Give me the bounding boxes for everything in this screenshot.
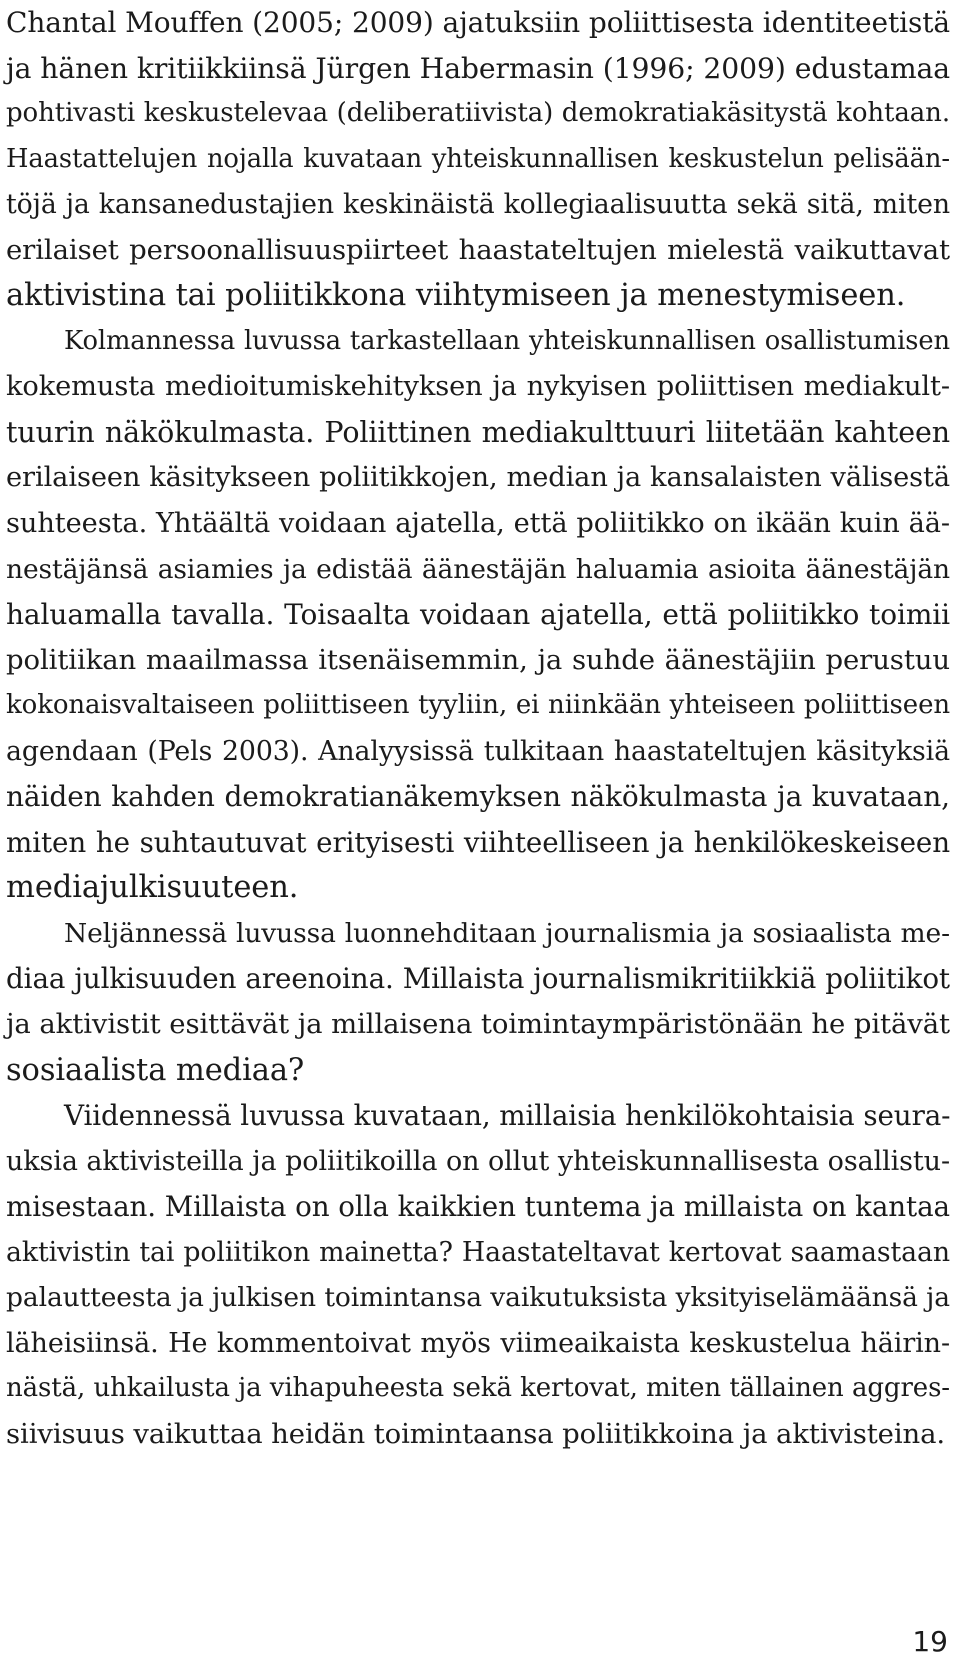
- paragraph-3: [6, 911, 950, 1093]
- text-line: näiden kahden demokratianäkemyksen näkökulmasta ja kuvataan,: [6, 780, 950, 814]
- text-line: haluamalla tavalla. Toisaalta voidaan ajatella, että poliitikko toimii: [6, 598, 950, 632]
- text-line: Kolmannessa luvussa tarkastellaan yhteiskunnallisen osallistumisen: [64, 325, 950, 356]
- text-line: diaa julkisuuden areenoina. Millaista journalismikritiikkiä poliitikot: [6, 962, 950, 996]
- text-line: tuurin näkökulmasta. Poliittinen mediakulttuuri liitetään kahteen: [6, 415, 950, 449]
- text-line: palautteesta ja julkisen toimintansa vaikutuksista yksityiselämäänsä ja: [6, 1282, 950, 1314]
- text-line: erilaiset persoonallisuuspiirteet haastateltujen mielestä vaikuttavat: [6, 233, 950, 266]
- text-line: mediajulkisuuteen.: [6, 870, 299, 906]
- paragraph-2: [6, 319, 950, 911]
- text-line: Chantal Mouffen (2005; 2009) ajatuksiin poliittisesta identiteetistä: [6, 6, 950, 39]
- text-line: Viidennessä luvussa kuvataan, millaisia henkilökohtaisia seura-: [64, 1099, 951, 1133]
- text-line: agendaan (Pels 2003). Analyysissä tulkitaan haastateltujen käsityksiä: [6, 735, 950, 767]
- paragraph-4: [6, 1093, 950, 1457]
- text-line: ja hänen kritiikkiinsä Jürgen Habermasin (1996; 2009) edustamaa: [6, 51, 950, 85]
- text-line: erilaiseen käsitykseen poliitikkojen, median ja kansalaisten välisestä: [6, 462, 950, 494]
- text-line: miten he suhtautuvat erityisesti viihteelliseen ja henkilökeskeiseen: [6, 825, 950, 859]
- text-line: aktivistin tai poliitikon mainetta? Haastateltavat kertovat saamastaan: [6, 1236, 950, 1268]
- text-line: Haastattelujen nojalla kuvataan yhteiskunnallisen keskustelun pelisään-: [6, 143, 950, 174]
- text-line: aktivistina tai poliitikkona viihtymiseen ja menestymiseen.: [6, 278, 906, 314]
- text-line: ja aktivistit esittävät ja millaisena toimintaympäristönään he pitävät: [6, 1008, 950, 1041]
- text-line: kokemusta medioitumiskehityksen ja nykyisen poliittisen mediakult-: [6, 371, 950, 403]
- text-line: nästä, uhkailusta ja vihapuheesta sekä kertovat, miten tällainen aggres-: [6, 1373, 950, 1404]
- text-line: uksia aktivisteilla ja poliitikoilla on ollut yhteiskunnallisesta osallistu-: [6, 1145, 950, 1177]
- text-line: sosiaalista mediaa?: [6, 1052, 305, 1088]
- text-line: läheisiinsä. He kommentoivat myös viimeaikaista keskustelua häirin-: [6, 1327, 950, 1359]
- text-line: nestäjänsä asiamies ja edistää äänestäjän haluamia asioita äänestäjän: [6, 553, 950, 585]
- text-line: töjä ja kansanedustajien keskinäistä kollegiaalisuutta sekä sitä, miten: [6, 189, 950, 221]
- page-body: [6, 0, 950, 1458]
- text-line: politiikan maailmassa itsenäisemmin, ja suhde äänestäjiin perustuu: [6, 643, 950, 676]
- text-line: pohtivasti keskustelevaa (deliberatiivista) demokratiakäsitystä kohtaan.: [6, 98, 950, 129]
- paragraph-1: [6, 0, 950, 319]
- text-line: suhteesta. Yhtäältä voidaan ajatella, että poliitikko on ikään kuin ää-: [6, 508, 950, 540]
- page-number: 19: [912, 1625, 948, 1658]
- text-line: kokonaisvaltaiseen poliittiseen tyyliin, ei niinkään yhteiseen poliittiseen: [6, 690, 950, 721]
- text-line: siivisuus vaikuttaa heidän toimintaansa poliitikkoina ja aktivisteina.: [6, 1417, 946, 1450]
- text-line: Neljännessä luvussa luonnehditaan journalismia ja sosiaalista me-: [64, 917, 950, 949]
- text-line: misestaan. Millaista on olla kaikkien tuntema ja millaista on kantaa: [6, 1190, 950, 1224]
